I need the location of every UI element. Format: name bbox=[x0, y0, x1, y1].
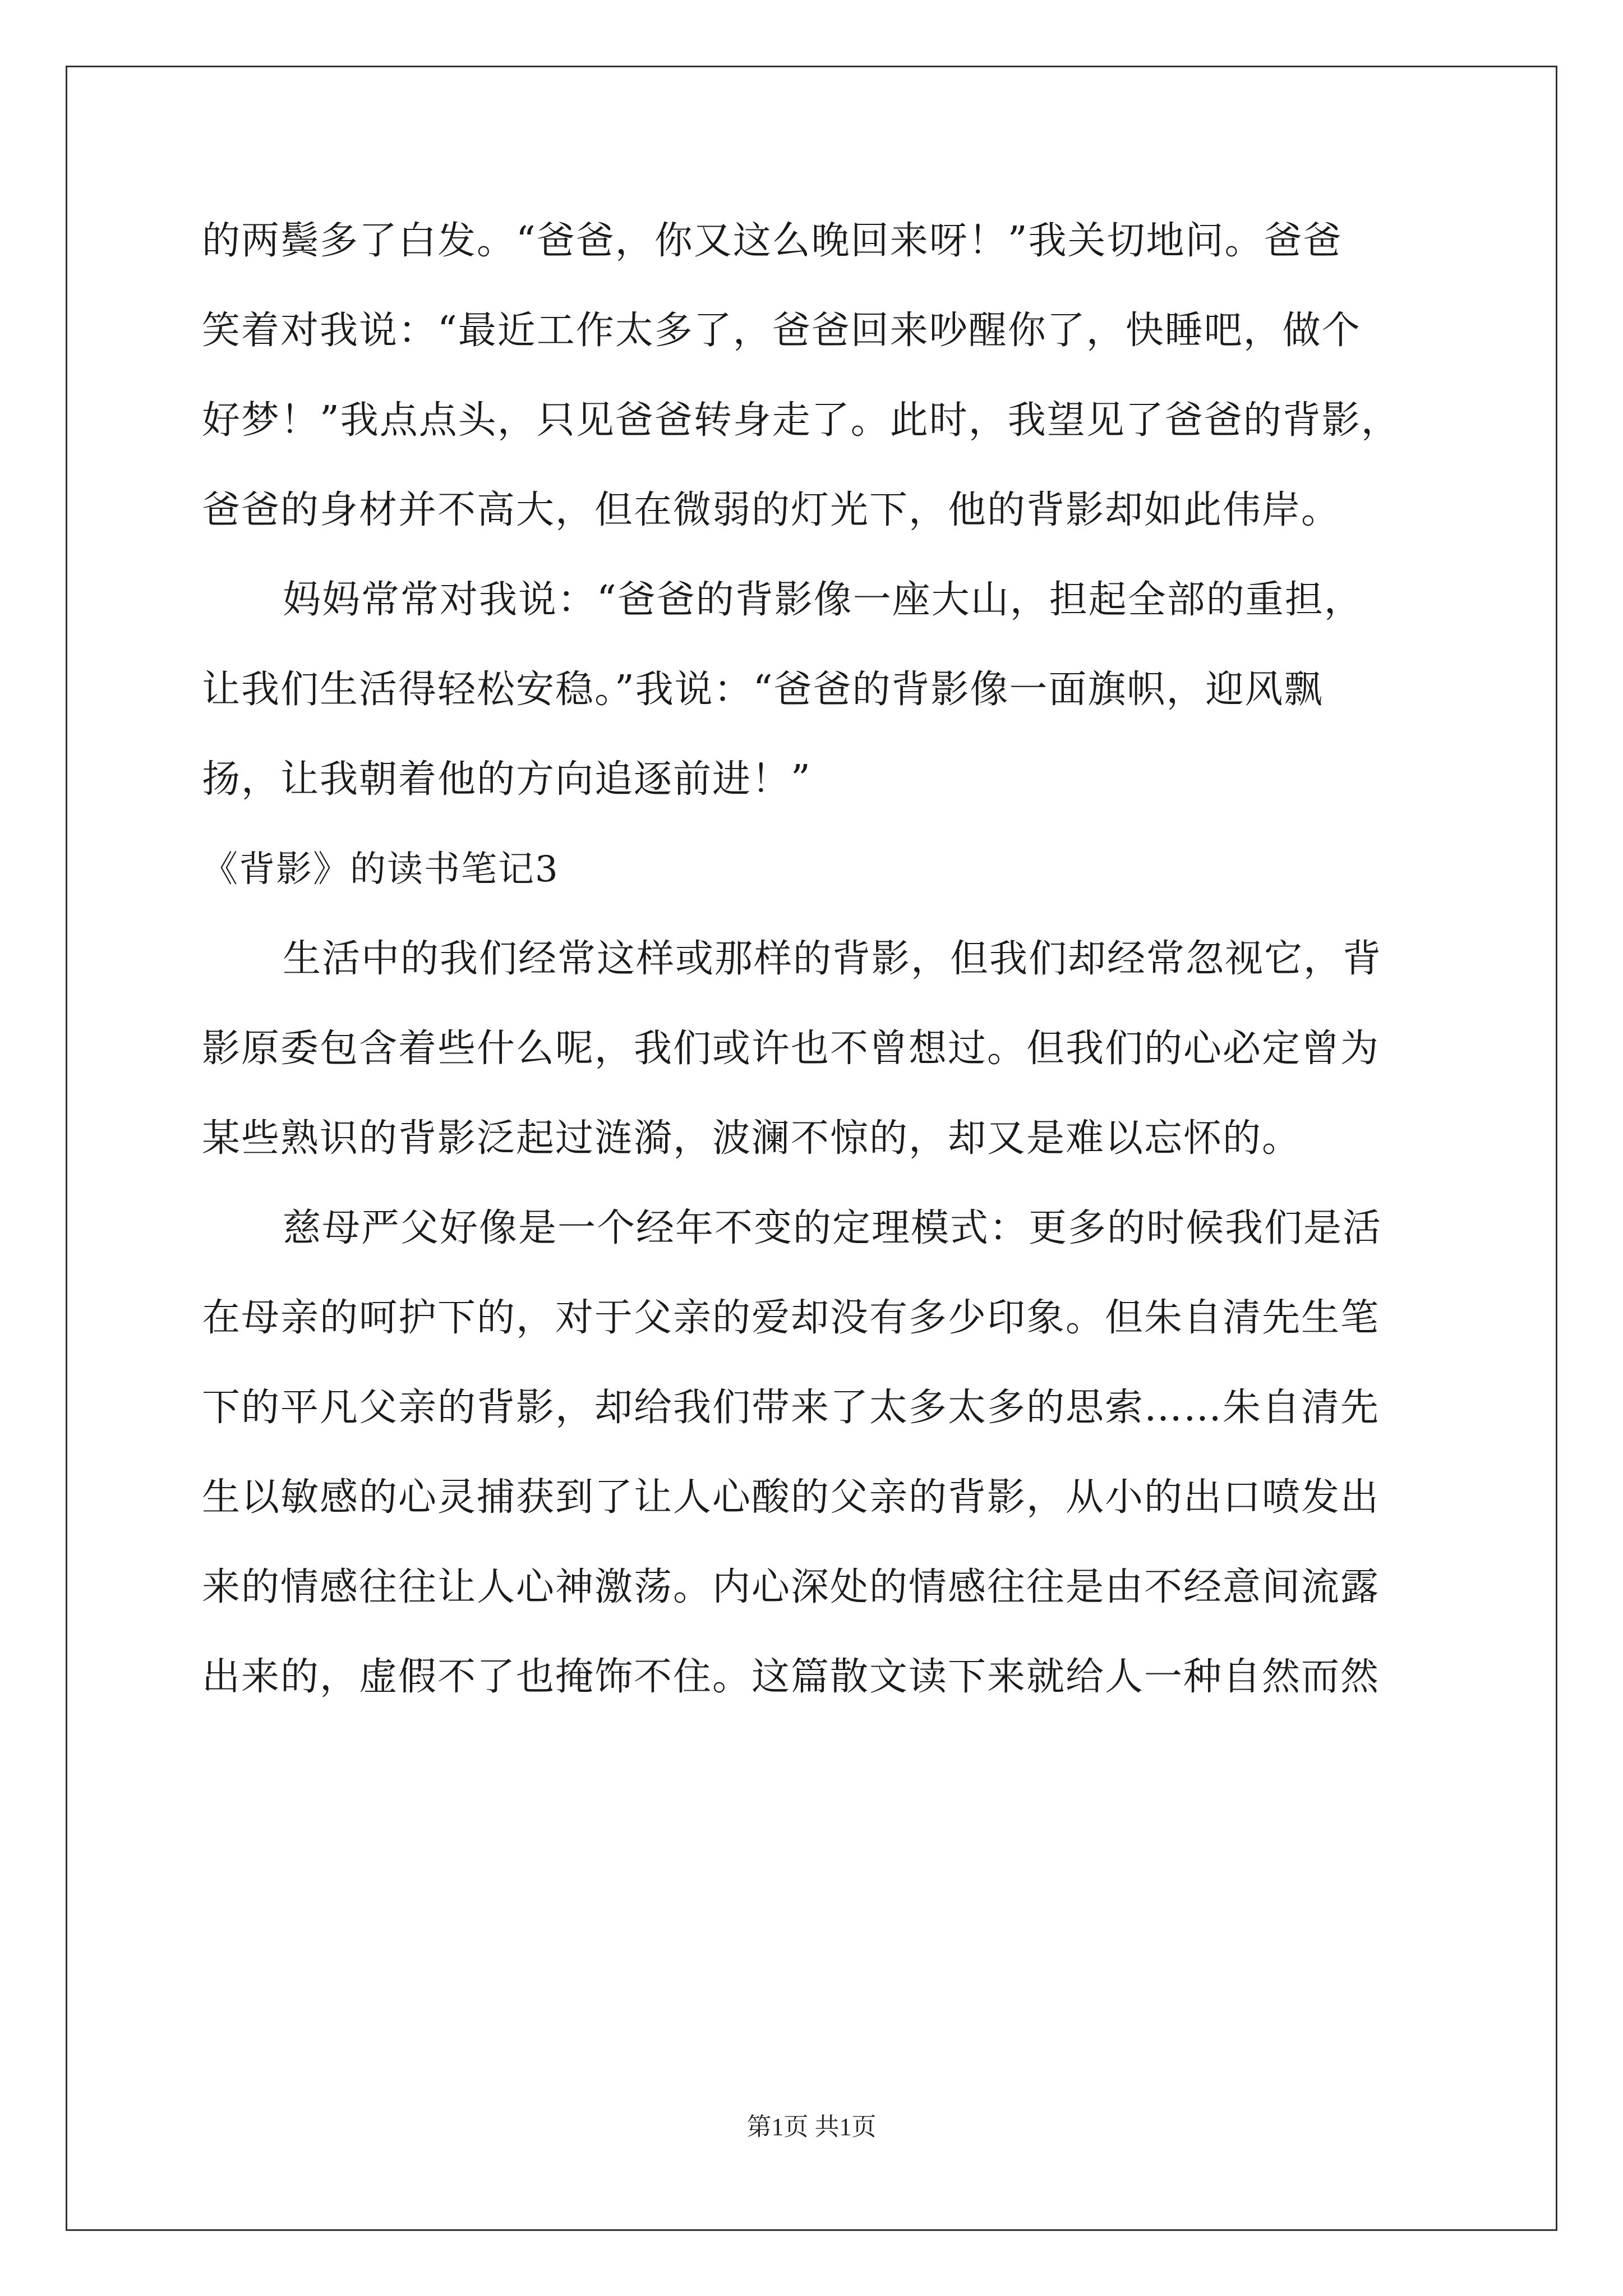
text-line: 在母亲的呵护下的，对于父亲的爱却没有多少印象。但朱自清先生笔 bbox=[202, 1296, 1380, 1340]
section-heading: 《背影》的读书笔记3 bbox=[202, 849, 559, 890]
text-line: 妈妈常常对我说：“爸爸的背影像一座大山，担起全部的重担， bbox=[283, 578, 1363, 622]
text-line: 慈母严父好像是一个经年不变的定理模式：更多的时候我们是活 bbox=[283, 1206, 1382, 1250]
text-line: 生以敏感的心灵捕获到了让人心酸的父亲的背影，从小的出口喷发出 bbox=[202, 1475, 1380, 1520]
text-line: 爸爸的身材并不高大，但在微弱的灯光下，他的背影却如此伟岸。 bbox=[202, 488, 1341, 532]
text-line: 好梦！”我点点头，只见爸爸转身走了。此时，我望见了爸爸的背影， bbox=[202, 398, 1400, 443]
page-number: 第1页 共1页 bbox=[746, 2113, 877, 2141]
text-line: 来的情感往往让人心神激荡。内心深处的情感往往是由不经意间流露 bbox=[202, 1565, 1380, 1609]
text-line: 影原委包含着些什么呢，我们或许也不曾想过。但我们的心必定曾为 bbox=[202, 1027, 1380, 1071]
text-line: 让我们生活得轻松安稳。”我说：“爸爸的背影像一面旗帜，迎风飘 bbox=[202, 668, 1324, 712]
text-line: 笑着对我说：“最近工作太多了，爸爸回来吵醒你了，快睡吧，做个 bbox=[202, 309, 1361, 353]
text-line: 扬，让我朝着他的方向追逐前进！” bbox=[202, 757, 811, 802]
text-line: 生活中的我们经常这样或那样的背影，但我们却经常忽视它，背 bbox=[283, 937, 1382, 981]
text-line: 出来的，虚假不了也掩饰不住。这篇散文读下来就给人一种自然而然 bbox=[202, 1655, 1380, 1699]
document-body bbox=[202, 213, 1430, 1705]
text-line: 某些熟识的背影泛起过涟漪，波澜不惊的，却又是难以忘怀的。 bbox=[202, 1116, 1302, 1161]
text-line: 下的平凡父亲的背影，却给我们带来了太多太多的思索……朱自清先 bbox=[202, 1386, 1380, 1430]
text-line: 的两鬓多了白发。“爸爸，你又这么晚回来呀！”我关切地问。爸爸 bbox=[202, 219, 1343, 263]
